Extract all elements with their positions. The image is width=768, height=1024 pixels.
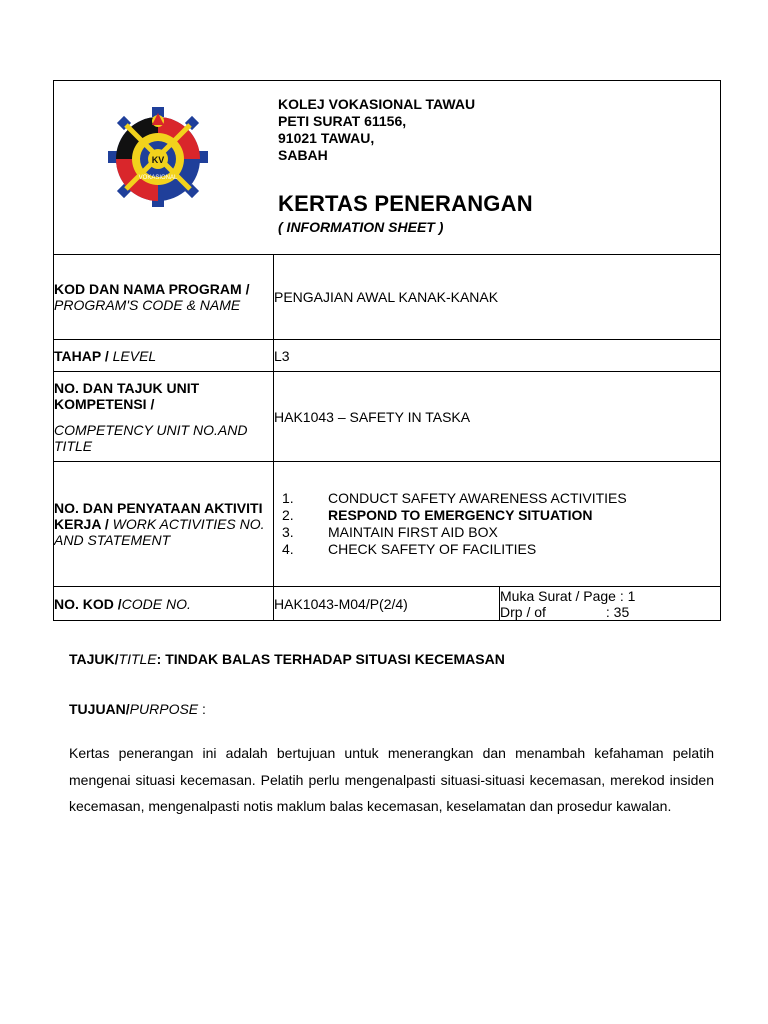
activity-label-bold: NO. DAN PENYATAAN AKTIVITI KERJA / bbox=[54, 500, 263, 532]
activity-item: 3. MAINTAIN FIRST AID BOX bbox=[282, 524, 498, 540]
activity-item-current: 2. RESPOND TO EMERGENCY SITUATION bbox=[282, 507, 593, 523]
level-label-bold: TAHAP / bbox=[54, 347, 109, 364]
logo-seal-text: KV bbox=[151, 155, 165, 165]
code-value: HAK1043-M04/P(2/4) bbox=[274, 587, 500, 621]
college-logo bbox=[108, 107, 208, 207]
title-label-en: TITLE bbox=[118, 651, 157, 667]
logo-arc-text: VOKASIONAL bbox=[138, 175, 178, 181]
header-cell bbox=[54, 81, 721, 255]
information-sheet-table bbox=[53, 80, 721, 621]
purpose-suffix: : bbox=[198, 701, 206, 717]
program-value: PENGAJIAN AWAL KANAK-KANAK bbox=[274, 255, 721, 340]
page-total: Drp / of : 35 bbox=[500, 603, 630, 620]
unit-label-en: COMPETENCY UNIT NO.AND TITLE bbox=[54, 421, 248, 454]
purpose-heading bbox=[69, 701, 206, 717]
page-info bbox=[500, 587, 721, 621]
purpose-label-en: PURPOSE bbox=[129, 701, 199, 717]
document-subtitle: ( INFORMATION SHEET ) bbox=[278, 219, 444, 235]
unit-value: HAK1043 – SAFETY IN TASKA bbox=[274, 372, 721, 462]
purpose-paragraph: Kertas penerangan ini adalah bertujuan untuk menerangkan dan menambah kefahaman pelatih mengenai situasi kecemasan. Pelatih perlu mengenalpasti situasi-situasi kecemasan, merekod insiden kecemasan, mengenalpasti notis maklum balas kecemasan, keselamatan dan prosedur kawalan. bbox=[69, 745, 714, 814]
activity-label-en: WORK ACTIVITIES NO. AND STATEMENT bbox=[54, 516, 265, 548]
title-section bbox=[69, 651, 505, 667]
purpose-label-bold: TUJUAN/ bbox=[69, 701, 130, 717]
activity-list-cell bbox=[274, 462, 721, 587]
title-label-bold: TAJUK/ bbox=[69, 651, 119, 667]
activity-label bbox=[54, 462, 274, 587]
page-number: Muka Surat / Page : 1 bbox=[500, 587, 636, 604]
school-state: SABAH bbox=[278, 147, 328, 163]
school-postcode-city: 91021 TAWAU, bbox=[278, 130, 375, 146]
level-label-en: LEVEL bbox=[108, 347, 157, 364]
school-po-box: PETI SURAT 61156, bbox=[278, 113, 407, 129]
activity-list bbox=[274, 490, 720, 558]
program-label-bold: KOD DAN NAMA PROGRAM / bbox=[54, 281, 250, 297]
activity-item: 1. CONDUCT SAFETY AWARENESS ACTIVITIES bbox=[282, 490, 627, 506]
level-value: L3 bbox=[274, 340, 721, 372]
code-label-bold: NO. KOD / bbox=[54, 595, 122, 612]
program-label-en: PROGRAM'S CODE & NAME bbox=[54, 297, 241, 313]
unit-label bbox=[54, 372, 274, 462]
program-label bbox=[54, 255, 274, 340]
school-name: KOLEJ VOKASIONAL TAWAU bbox=[278, 96, 476, 112]
level-label bbox=[54, 340, 274, 372]
activity-item: 4. CHECK SAFETY OF FACILITIES bbox=[282, 541, 537, 557]
code-label bbox=[54, 587, 274, 621]
document-title: KERTAS PENERANGAN bbox=[278, 191, 533, 216]
title-value: : TINDAK BALAS TERHADAP SITUASI KECEMASAN bbox=[156, 651, 505, 667]
school-address bbox=[278, 96, 475, 164]
unit-label-bold: NO. DAN TAJUK UNIT KOMPETENSI / bbox=[54, 379, 200, 412]
code-label-en: CODE NO. bbox=[121, 595, 191, 612]
